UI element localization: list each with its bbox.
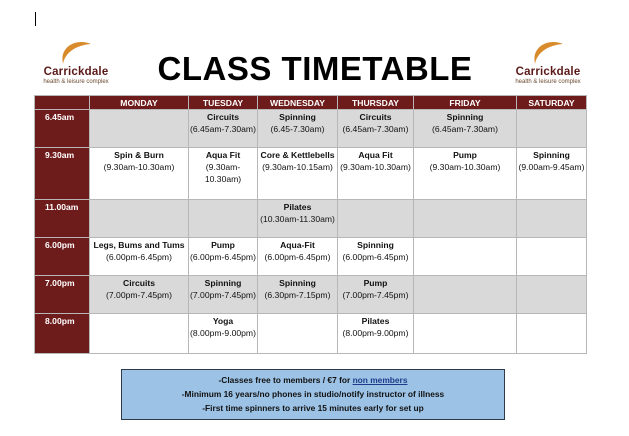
class-name: Aqua Fit (358, 150, 393, 160)
class-cell (90, 148, 189, 200)
class-time: (9.30am-10.15am) (262, 162, 333, 172)
class-name: Core & Kettlebells (260, 150, 335, 160)
class-time: (6.30pm-7.15pm) (264, 290, 331, 300)
day-header: MONDAY (90, 96, 189, 110)
class-cell (517, 200, 587, 238)
class-cell (517, 238, 587, 276)
timetable-row (35, 200, 587, 238)
class-cell (414, 148, 517, 200)
class-time: (6.00pm-6.45pm) (342, 252, 409, 262)
class-name: Spinning (204, 278, 242, 288)
class-cell (258, 200, 338, 238)
class-cell (414, 200, 517, 238)
class-time: (10.30am-11.30am) (260, 214, 335, 224)
class-cell (338, 276, 414, 314)
carrickdale-logo-right (509, 40, 587, 90)
swoosh-icon (55, 40, 97, 66)
class-name: Aqua-Fit (280, 240, 315, 250)
class-cell (338, 148, 414, 200)
logo-tagline: health & leisure complex (43, 79, 109, 85)
timetable-row (35, 314, 587, 354)
time-slot-label: 6.45am (35, 110, 90, 148)
class-name: Spin & Burn (114, 150, 164, 160)
carrickdale-logo-left (37, 40, 115, 90)
class-cell (517, 148, 587, 200)
class-name: Circuits (123, 278, 155, 288)
class-name: Pilates (283, 202, 312, 212)
class-cell (414, 276, 517, 314)
class-time: (7.00pm-7.45pm) (190, 290, 256, 300)
class-cell (90, 238, 189, 276)
class-cell (90, 110, 189, 148)
class-cell (258, 314, 338, 354)
class-name: Spinning (446, 112, 484, 122)
class-time: (6.00pm-6.45pm) (264, 252, 331, 262)
class-time: (6.00pm-6.45pm) (190, 252, 256, 262)
class-name: Pump (211, 240, 235, 250)
day-header: FRIDAY (414, 96, 517, 110)
class-cell (189, 148, 258, 200)
class-name: Legs, Bums and Tums (93, 240, 185, 250)
note-line-2: -Minimum 16 years/no phones in studio/notify instructor of illness (181, 389, 445, 399)
class-name: Spinning (357, 240, 394, 250)
text-cursor (35, 12, 36, 26)
class-cell (189, 276, 258, 314)
timetable (34, 95, 587, 354)
class-cell (189, 238, 258, 276)
time-slot-label: 8.00pm (35, 314, 90, 354)
class-time: (6.45am-7.30am) (190, 124, 256, 134)
class-cell (414, 110, 517, 148)
class-cell (338, 314, 414, 354)
class-name: Circuits (359, 112, 392, 122)
class-time: (7.00pm-7.45pm) (106, 290, 172, 300)
class-time: (9.00am-9.45am) (518, 162, 585, 172)
timetable-row (35, 238, 587, 276)
class-name: Pilates (361, 316, 390, 326)
class-cell (90, 276, 189, 314)
timetable-row (35, 148, 587, 200)
time-slot-label: 9.30am (35, 148, 90, 200)
class-time: (8.00pm-9.00pm) (342, 328, 409, 338)
class-time: (9.30am-10.30am) (340, 162, 411, 172)
class-time: (6.00pm-6.45pm) (106, 252, 172, 262)
class-name: Pump (363, 278, 388, 288)
time-slot-label: 6.00pm (35, 238, 90, 276)
class-time: (6.45am-7.30am) (432, 124, 498, 134)
class-cell (517, 314, 587, 354)
class-cell (90, 200, 189, 238)
class-cell (338, 110, 414, 148)
non-members-link[interactable]: non members (352, 375, 408, 385)
class-cell (189, 110, 258, 148)
class-time: (6.45am-7.30am) (342, 124, 409, 134)
class-cell (414, 314, 517, 354)
class-cell (517, 110, 587, 148)
logo-brand: Carrickdale (515, 66, 581, 78)
note-line-1-text: -Classes free to members / €7 for (218, 375, 353, 385)
class-time: (6.45-7.30am) (270, 124, 325, 134)
class-name: Yoga (212, 316, 234, 326)
class-time: (8.00pm-9.00pm) (190, 328, 256, 338)
class-cell (90, 314, 189, 354)
swoosh-icon (527, 40, 569, 66)
class-name: Spinning (279, 112, 316, 122)
class-cell (338, 238, 414, 276)
logo-brand: Carrickdale (43, 66, 109, 78)
class-time: (7.00pm-7.45pm) (342, 290, 409, 300)
day-header: WEDNESDAY (258, 96, 338, 110)
time-slot-label: 7.00pm (35, 276, 90, 314)
class-cell (258, 148, 338, 200)
class-name: Spinning (279, 278, 316, 288)
class-cell (258, 110, 338, 148)
class-name: Spinning (533, 150, 570, 160)
class-cell (414, 238, 517, 276)
class-name: Pump (453, 150, 477, 160)
class-time: (9.30am-10.30am) (103, 162, 175, 172)
class-name: Circuits (207, 112, 239, 122)
class-cell (189, 200, 258, 238)
note-line-3: -First time spinners to arrive 15 minutes early for set up (202, 403, 424, 413)
page-title: CLASS TIMETABLE (157, 50, 473, 87)
corner-cell (35, 96, 90, 110)
class-time: (9.30am-10.30am) (204, 162, 242, 184)
class-cell (258, 276, 338, 314)
class-cell (338, 200, 414, 238)
class-cell (258, 238, 338, 276)
day-header: TUESDAY (189, 96, 258, 110)
class-name: Aqua Fit (205, 150, 241, 160)
logo-tagline: health & leisure complex (515, 79, 581, 85)
notes-box (121, 369, 505, 420)
day-header: THURSDAY (338, 96, 414, 110)
class-time: (9.30am-10.30am) (429, 162, 501, 172)
timetable-row (35, 276, 587, 314)
note-line-1 (122, 373, 504, 387)
header-row (35, 96, 587, 110)
day-header: SATURDAY (517, 96, 587, 110)
class-cell (189, 314, 258, 354)
timetable-row (35, 110, 587, 148)
time-slot-label: 11.00am (35, 200, 90, 238)
class-cell (517, 276, 587, 314)
